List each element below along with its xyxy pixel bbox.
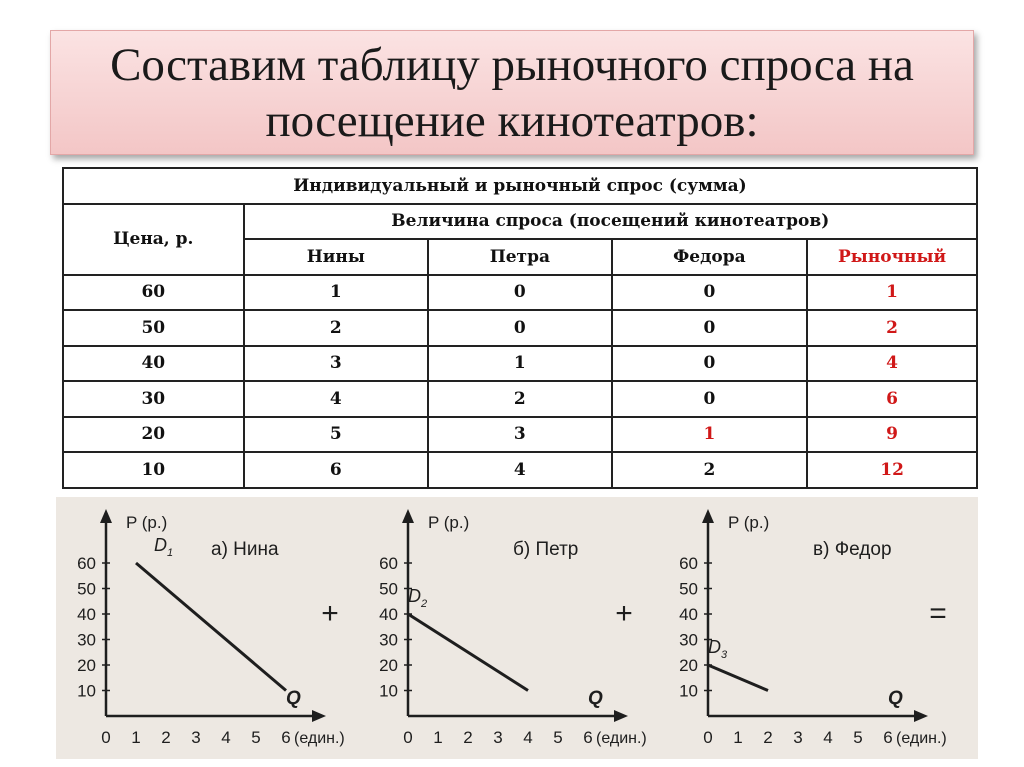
x-tick-label: 3 <box>493 728 503 747</box>
demand-chart-1 <box>77 509 345 747</box>
x-axis-label: Q <box>286 688 301 709</box>
x-axis-label: Q <box>588 688 603 709</box>
y-tick-label: 20 <box>77 656 96 675</box>
quantity-header: Величина спроса (посещений кинотеатров) <box>244 204 977 240</box>
x-tick-label: 0 <box>403 728 413 747</box>
x-tick-label: 6 <box>281 728 291 747</box>
y-tick-label: 20 <box>679 656 698 675</box>
price-cell: 40 <box>63 346 244 382</box>
nina-cell: 1 <box>244 275 429 311</box>
demand-graphs <box>56 497 978 759</box>
y-axis-arrow <box>402 509 414 523</box>
curve-label: $D_2$ <box>408 586 428 610</box>
table-row <box>63 346 977 382</box>
demand-graphs-panel <box>56 497 978 759</box>
x-tick-label: 5 <box>553 728 563 747</box>
x-tick-label: 0 <box>101 728 111 747</box>
chart-title: в) Федор <box>813 539 892 560</box>
header-row-1 <box>63 204 977 240</box>
y-tick-label: 40 <box>379 605 398 624</box>
petr-cell: 0 <box>428 275 612 311</box>
petr-cell: 2 <box>428 381 612 417</box>
y-tick-label: 20 <box>379 656 398 675</box>
x-tick-label: 6 <box>883 728 893 747</box>
nina-cell: 3 <box>244 346 429 382</box>
column-header-market: Рыночный <box>807 239 977 275</box>
market-cell: 9 <box>807 417 977 453</box>
table-row <box>63 381 977 417</box>
y-tick-label: 30 <box>77 630 96 650</box>
demand-chart-2 <box>379 509 647 747</box>
y-tick-label: 30 <box>679 630 698 650</box>
y-tick-label: 30 <box>379 630 398 650</box>
y-tick-label: 60 <box>77 554 96 573</box>
y-axis-arrow <box>702 509 714 523</box>
title-banner <box>50 30 974 155</box>
y-tick-label: 40 <box>679 605 698 624</box>
chart-title: а) Нина <box>211 539 279 560</box>
demand-curve <box>408 614 528 691</box>
fedor-cell: 2 <box>612 452 808 488</box>
y-tick-label: 40 <box>77 605 96 624</box>
market-cell: 1 <box>807 275 977 311</box>
table-row <box>63 417 977 453</box>
curve-label: $D_1$ <box>154 535 174 559</box>
y-axis-label: P (р.) <box>126 513 168 532</box>
y-tick-label: 50 <box>77 579 96 599</box>
x-tick-label: 4 <box>823 728 833 747</box>
x-tick-label: 4 <box>221 728 231 747</box>
price-cell: 30 <box>63 381 244 417</box>
market-cell: 6 <box>807 381 977 417</box>
market-cell: 2 <box>807 310 977 346</box>
market-cell: 12 <box>807 452 977 488</box>
y-tick-label: 10 <box>379 681 398 701</box>
column-header-fedor: Федора <box>612 239 808 275</box>
nina-cell: 2 <box>244 310 429 346</box>
table-row <box>63 310 977 346</box>
caption-row <box>63 168 977 204</box>
table-caption: Индивидуальный и рыночный спрос (сумма) <box>63 168 977 204</box>
y-axis-label: P (р.) <box>728 513 770 532</box>
demand-curve <box>708 665 768 691</box>
y-axis-arrow <box>100 509 112 523</box>
petr-cell: 0 <box>428 310 612 346</box>
nina-cell: 4 <box>244 381 429 417</box>
operator-sign: + <box>615 597 633 630</box>
operator-sign: = <box>929 597 947 630</box>
x-unit-label: (един.) <box>294 730 345 747</box>
y-tick-label: 10 <box>77 681 96 701</box>
price-header: Цена, р. <box>63 204 244 275</box>
fedor-cell: 0 <box>612 310 808 346</box>
chart-title: б) Петр <box>513 539 579 560</box>
nina-cell: 6 <box>244 452 429 488</box>
x-tick-label: 1 <box>433 728 443 747</box>
x-tick-label: 3 <box>191 728 201 747</box>
y-tick-label: 60 <box>379 554 398 573</box>
x-unit-label: (един.) <box>596 730 647 747</box>
x-tick-label: 2 <box>763 728 773 747</box>
y-tick-label: 10 <box>679 681 698 701</box>
table-row <box>63 452 977 488</box>
market-cell: 4 <box>807 346 977 382</box>
x-tick-label: 0 <box>703 728 713 747</box>
petr-cell: 3 <box>428 417 612 453</box>
nina-cell: 5 <box>244 417 429 453</box>
demand-curve <box>136 563 286 691</box>
x-axis-arrow <box>312 710 326 722</box>
fedor-cell: 0 <box>612 346 808 382</box>
demand-table <box>62 167 978 489</box>
slide-title: Составим таблицу рыночного спроса на посещение кинотеатров: <box>110 38 914 147</box>
x-tick-label: 2 <box>463 728 473 747</box>
petr-cell: 1 <box>428 346 612 382</box>
x-tick-label: 4 <box>523 728 533 747</box>
price-cell: 20 <box>63 417 244 453</box>
x-tick-label: 3 <box>793 728 803 747</box>
x-axis-arrow <box>914 710 928 722</box>
x-unit-label: (един.) <box>896 730 947 747</box>
y-axis-label: P (р.) <box>428 513 470 532</box>
demand-chart-3 <box>679 509 947 747</box>
x-tick-label: 1 <box>131 728 141 747</box>
column-header-nina: Нины <box>244 239 429 275</box>
x-tick-label: 6 <box>583 728 593 747</box>
column-header-petr: Петра <box>428 239 612 275</box>
price-cell: 10 <box>63 452 244 488</box>
x-axis-arrow <box>614 710 628 722</box>
petr-cell: 4 <box>428 452 612 488</box>
curve-label: $D_3$ <box>708 637 728 661</box>
table-row <box>63 275 977 311</box>
y-tick-label: 50 <box>679 579 698 599</box>
price-cell: 60 <box>63 275 244 311</box>
y-tick-label: 60 <box>679 554 698 573</box>
x-tick-label: 1 <box>733 728 743 747</box>
x-axis-label: Q <box>888 688 903 709</box>
fedor-cell: 1 <box>612 417 808 453</box>
fedor-cell: 0 <box>612 381 808 417</box>
fedor-cell: 0 <box>612 275 808 311</box>
x-tick-label: 2 <box>161 728 171 747</box>
x-tick-label: 5 <box>853 728 863 747</box>
operator-sign: + <box>321 597 339 630</box>
x-tick-label: 5 <box>251 728 261 747</box>
price-cell: 50 <box>63 310 244 346</box>
y-tick-label: 50 <box>379 579 398 599</box>
